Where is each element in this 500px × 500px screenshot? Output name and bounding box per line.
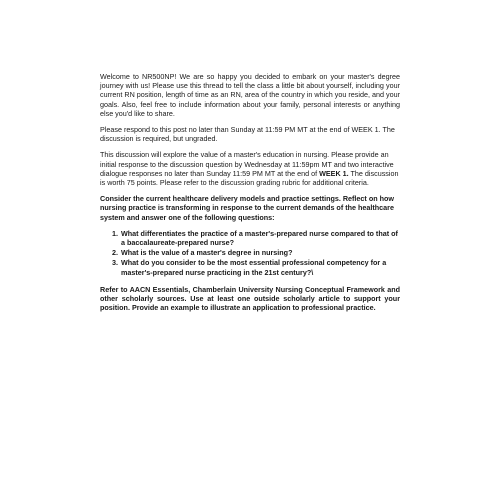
document-body xyxy=(100,72,400,319)
welcome-paragraph: Welcome to NR500NP! We are so happy you decided to embark on your master's degree journey with us! Please use this thread to tell the class a little bit about yourself, including your current RN position, length of time as an RN, area of the country in which you reside, and your goals. Also, feel free to include information about your family, personal interests or anything else you'd like to share. xyxy=(100,72,400,118)
consider-paragraph: Consider the current healthcare delivery models and practice settings. Reflect on how nursing practice is transforming in response to the current demands of the healthcare system and answer one of the following questions: xyxy=(100,194,394,222)
respond-deadline-paragraph: Please respond to this post no later than Sunday at 11:59 PM MT at the end of WEEK 1. The discussion is required, but ungraded. xyxy=(100,125,395,144)
question-list xyxy=(100,229,400,277)
refer-paragraph: Refer to AACN Essentials, Chamberlain University Nursing Conceptual Framework and other scholarly sources. Use at least one outside scholarly article to support your position. Provide an example to illustrate an application to professional practice. xyxy=(100,284,400,313)
discussion-text: This discussion will explore the value of a master's education in nursing. Please provide an initial response to the discussion question by Wednesday at 11:59pm MT and two interactive dialogue responses no later than Sunday 11:59 PM MT at the end of xyxy=(100,150,394,178)
discussion-paragraph xyxy=(100,150,400,187)
question-item: 1. What differentiates the practice of a master's-prepared nurse compared to that of a baccalaureate-prepared nurse? xyxy=(120,229,400,247)
discussion-week-label: WEEK 1. xyxy=(319,168,349,178)
question-item: 2. What is the value of a master's degree in nursing? xyxy=(120,248,400,257)
discussion-tail: The discussion is worth 75 points. Please refer to the discussion grading rubric for additional criteria. xyxy=(100,168,399,188)
question-item: 3. What do you consider to be the most essential professional competency for a master's-prepared nurse practicing in the 21st century?\ xyxy=(120,258,400,276)
